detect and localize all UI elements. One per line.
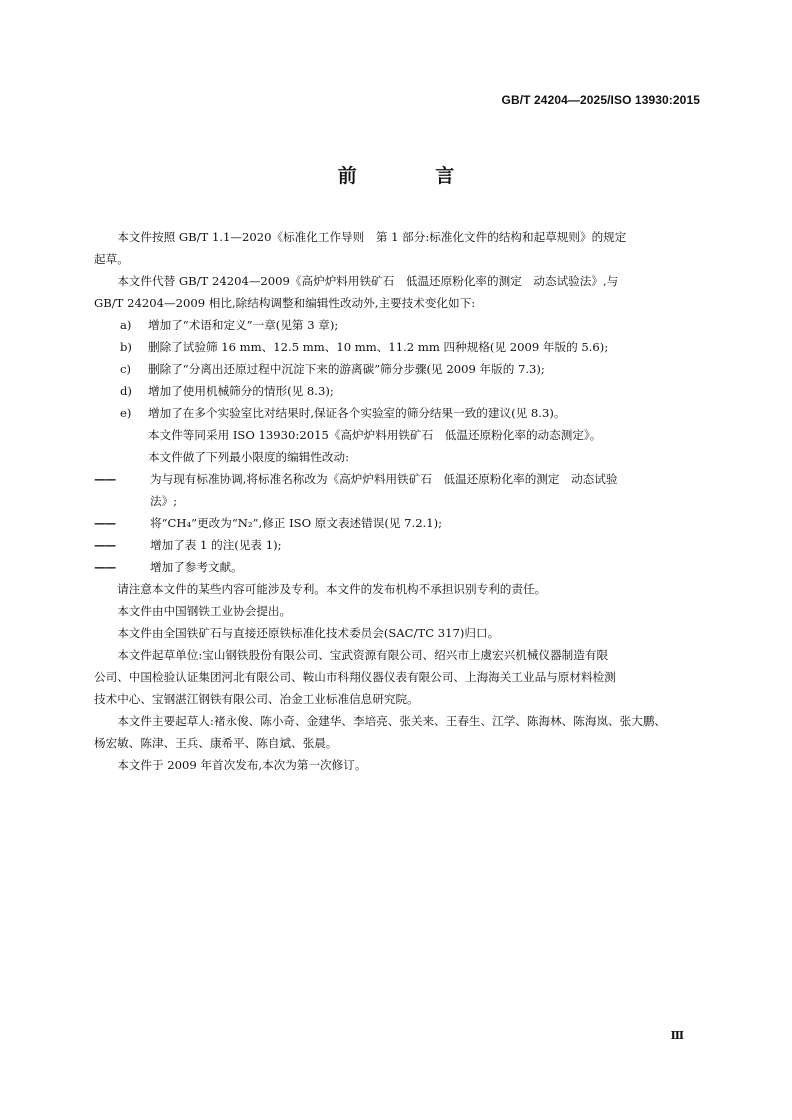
- paragraph-drafting-units: 本文件起草单位:宝山钢铁股份有限公司、宝武资源有限公司、绍兴市上虞宏兴机械仪器制造有限: [117, 648, 609, 662]
- list-item-text: 删除了试验筛 16 mm、12.5 mm、10 mm、11.2 mm 四种规格(见 2009 年版的 5.6);: [148, 340, 609, 354]
- paragraph-replaces: 本文件代替 GB/T 24204—2009《高炉炉料用铁矿石 低温还原粉化率的测定 动态试验法》,与: [117, 274, 619, 288]
- document-body: [94, 226, 708, 776]
- dash-item: [94, 468, 708, 490]
- dash-item: [94, 534, 708, 556]
- dash-item-text: 增加了表 1 的注(见表 1);: [150, 538, 282, 552]
- paragraph-managed-by: 本文件由全国铁矿石与直接还原铁标准化技术委员会(SAC/TC 317)归口。: [117, 626, 500, 640]
- list-item-text: 增加了在多个实验室比对结果时,保证各个实验室的筛分结果一致的建议(见 8.3)。: [148, 406, 566, 420]
- paragraph-proposed-by: 本文件由中国钢铁工业协会提出。: [117, 604, 292, 618]
- technical-changes-list: [94, 314, 708, 424]
- list-item-text: 增加了使用机械筛分的情形(见 8.3);: [148, 384, 334, 398]
- paragraph-drafting-rules-cont: 起草。: [94, 252, 129, 266]
- paragraph-editorial-intro: 本文件做了下列最小限度的编辑性改动:: [148, 450, 350, 464]
- dash-mark: ——: [94, 538, 116, 552]
- list-item-text: 增加了“术语和定义”一章(见第 3 章);: [148, 318, 339, 332]
- paragraph-drafting-rules: 本文件按照 GB/T 1.1—2020《标准化工作导则 第 1 部分:标准化文件的结构和起草规则》的规定: [117, 230, 627, 244]
- paragraph-drafters: 本文件主要起草人:褚永俊、陈小奇、金建华、李培亮、张关来、王春生、江学、陈海林、陈海岚、张大鹏、: [117, 714, 667, 728]
- list-item: [94, 380, 708, 402]
- list-item-mark: c): [120, 362, 132, 376]
- dash-item-text: 增加了参考文献。: [150, 560, 243, 574]
- dash-item-text: 将“CH₄”更改为“N₂”,修正 ISO 原文表述错误(见 7.2.1);: [150, 516, 443, 530]
- list-item-mark: d): [120, 384, 132, 398]
- dash-mark: ——: [94, 516, 116, 530]
- list-item-mark: b): [120, 340, 132, 354]
- paragraph-patent-note: 请注意本文件的某些内容可能涉及专利。本文件的发布机构不承担识别专利的责任。: [117, 582, 547, 596]
- paragraph-replaces-cont: GB/T 24204—2009 相比,除结构调整和编辑性改动外,主要技术变化如下:: [94, 296, 476, 310]
- page-title: 前 言: [337, 165, 491, 187]
- dash-item: [94, 556, 708, 578]
- paragraph-drafting-units-cont: 公司、中国检验认证集团河北有限公司、鞍山市科翔仪器仪表有限公司、上海海关工业品与原材料检测: [94, 670, 616, 684]
- standard-code-header: GB/T 24204—2025/ISO 13930:2015: [501, 93, 700, 107]
- list-item-text: 删除了“分离出还原过程中沉淀下来的游离碳”筛分步骤(见 2009 年版的 7.3);: [148, 362, 545, 376]
- paragraph-history: 本文件于 2009 年首次发布,本次为第一次修订。: [117, 758, 367, 772]
- list-item-mark: a): [120, 318, 132, 332]
- page-number: Ⅲ: [670, 1029, 684, 1042]
- dash-item-cont: [94, 490, 708, 512]
- paragraph-drafters-cont: 杨宏敏、陈津、王兵、康希平、陈自斌、张晨。: [94, 736, 338, 750]
- dash-item-text: 为与现有标准协调,将标准名称改为《高炉炉料用铁矿石 低温还原粉化率的测定 动态试验: [150, 472, 618, 486]
- editorial-changes-list: [94, 468, 708, 578]
- list-item-mark: e): [120, 406, 132, 420]
- dash-mark: ——: [94, 560, 116, 574]
- paragraph-equivalence: 本文件等同采用 ISO 13930:2015《高炉炉料用铁矿石 低温还原粉化率的动态测定》。: [148, 428, 602, 442]
- dash-item: [94, 512, 708, 534]
- list-item: [94, 336, 708, 358]
- list-item: [94, 358, 708, 380]
- dash-item-text: 法》;: [150, 494, 178, 508]
- dash-mark: ——: [94, 472, 116, 486]
- paragraph-drafting-units-cont: 技术中心、宝钢湛江钢铁有限公司、冶金工业标准信息研究院。: [94, 692, 419, 706]
- list-item: [94, 402, 708, 424]
- list-item: [94, 314, 708, 336]
